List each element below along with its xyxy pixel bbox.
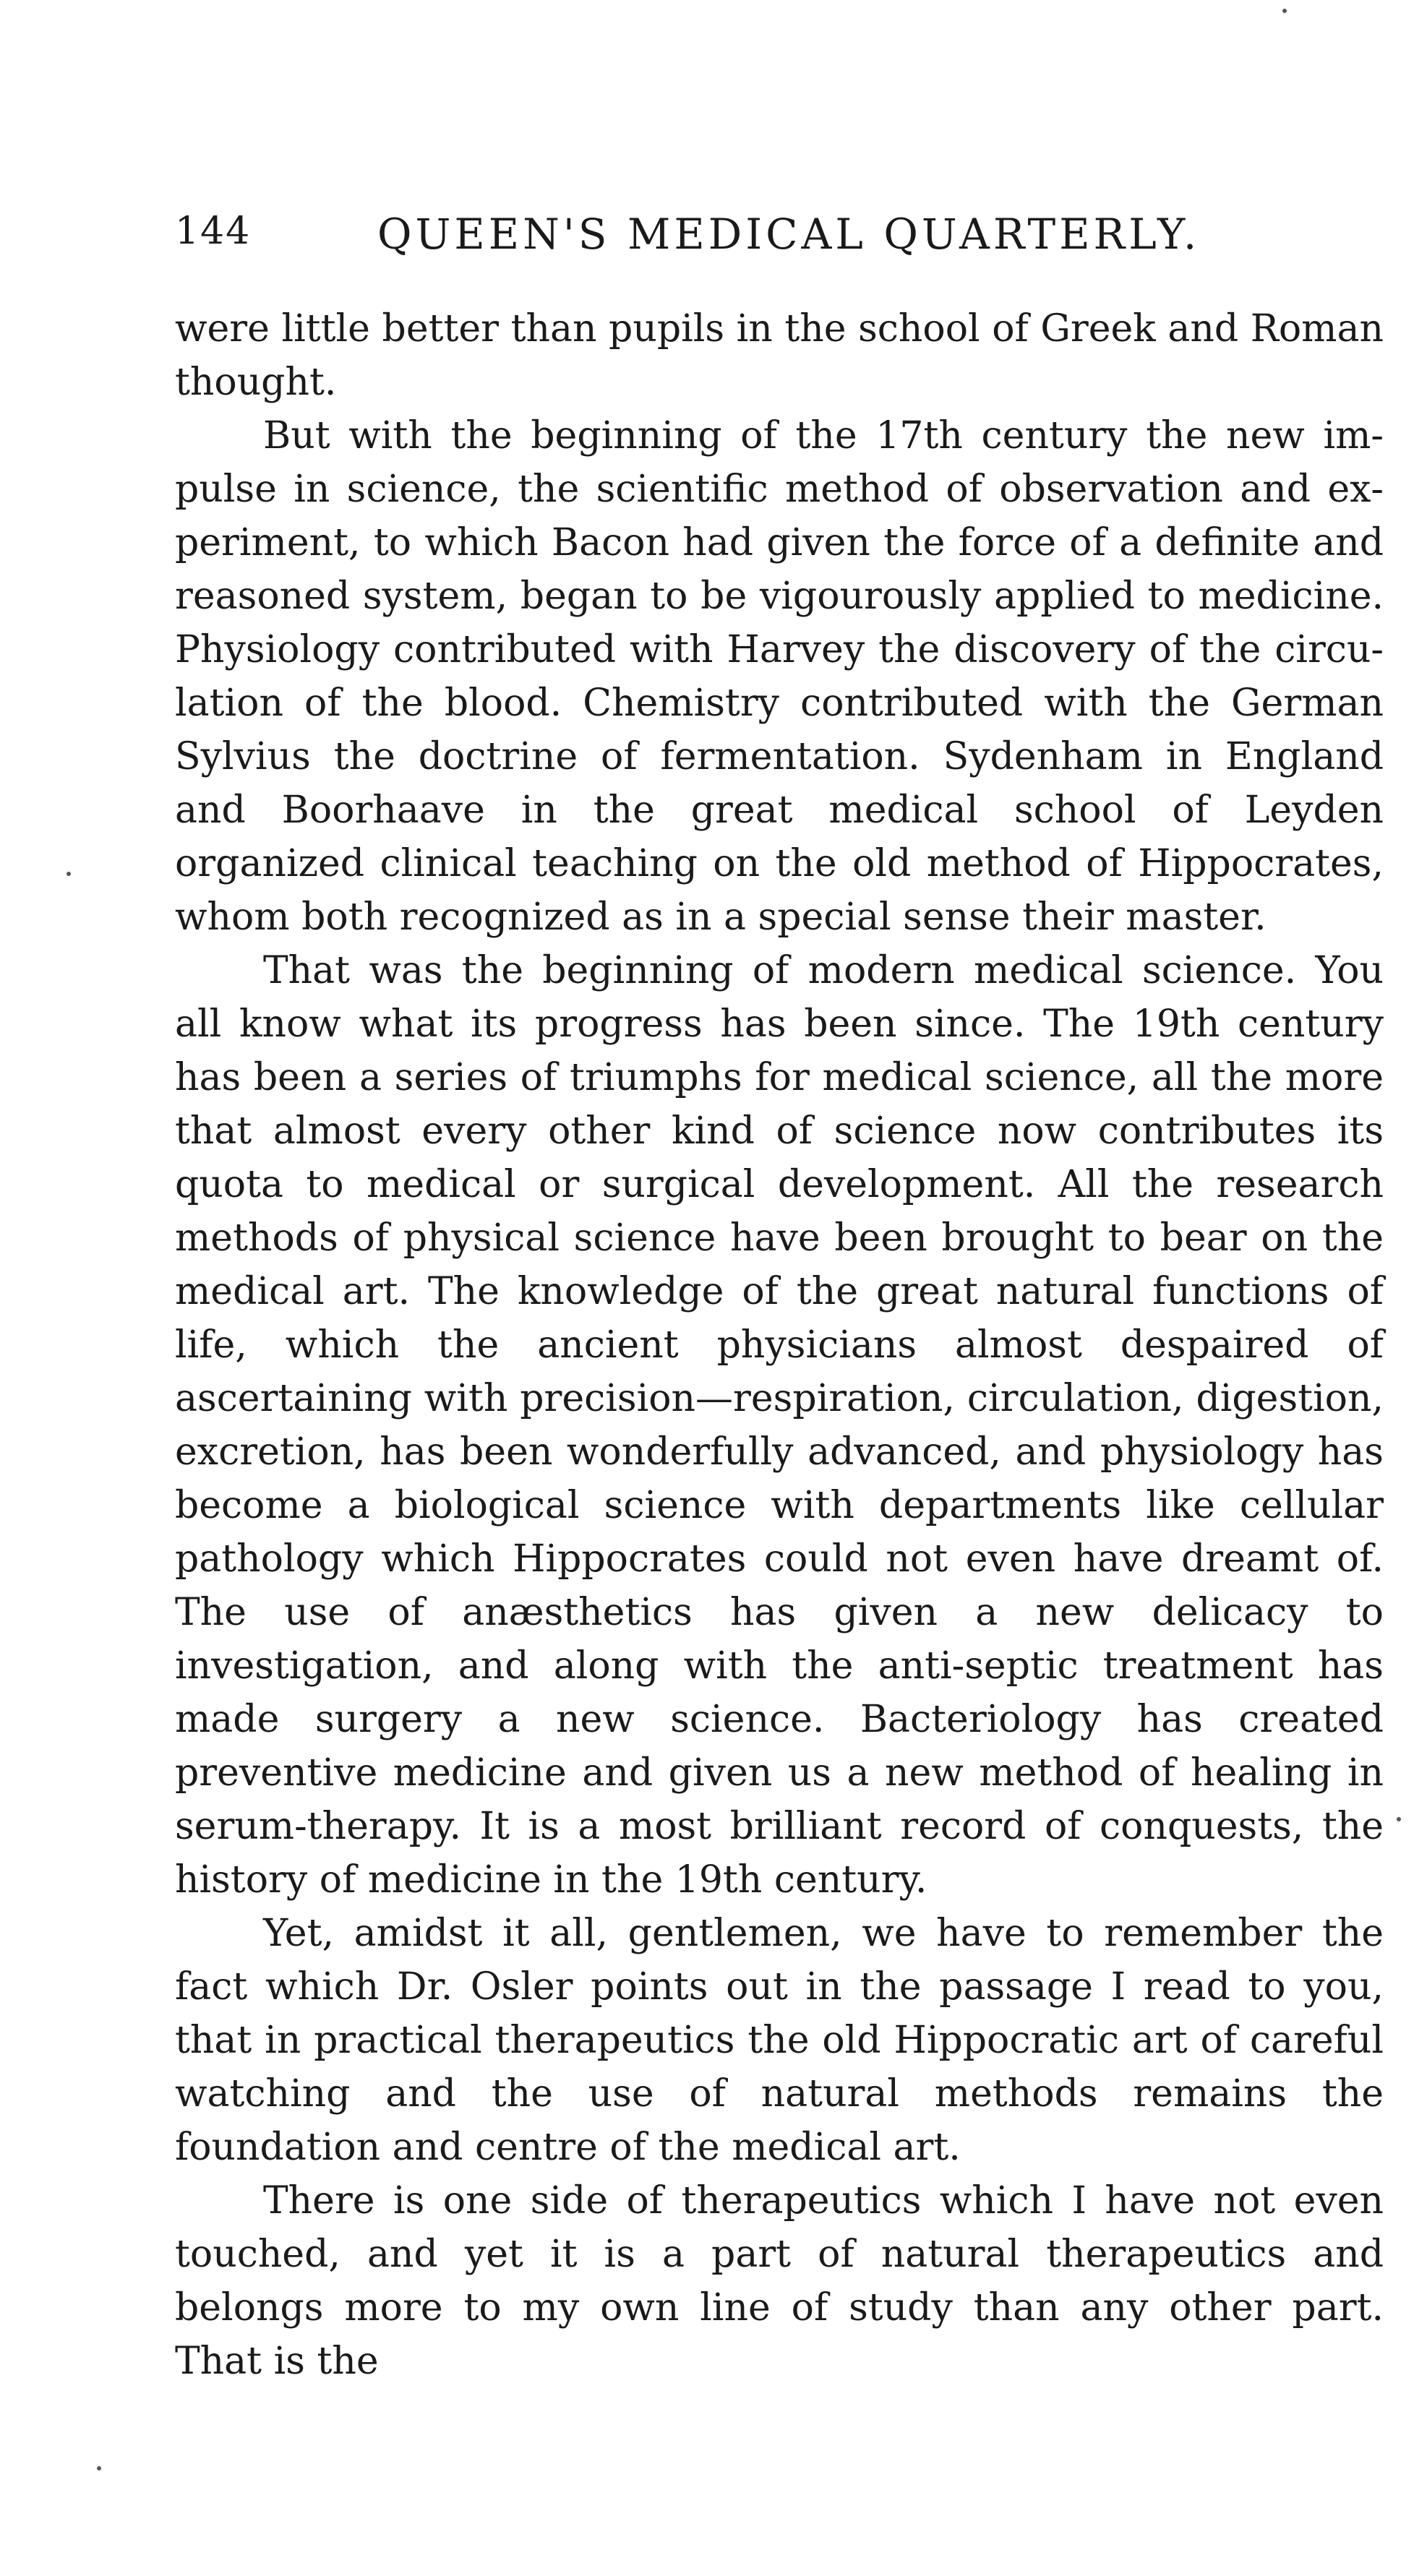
scan-speck xyxy=(1282,9,1287,13)
scan-speck xyxy=(67,872,71,876)
paragraph: Yet, amidst it all, gentlemen, we have to remember the fact which Dr. Osler points out in the passage I read to you, that in practical therapeutics the old Hippocratic art of careful watching and the use of natural methods remains the foundation and centre of the medical art. xyxy=(175,1912,1384,2169)
paragraph-continued: were little better than pupils in the school of Greek and Roman thought. xyxy=(175,307,1384,404)
paragraph: But with the beginning of the 17th century the new impulse in science, the scientific method of observation and experiment, to which Bacon had given the force of a definite and reasoned system, began to be vigourously applied to medicine. Physiology contributed with Harvey the discovery of the circulation of the blood. Chemistry contributed with the German Sylvius the doctrine of fermentation. Sydenham in England and Boorhaave in the great medical school of Leyden organized clinical teaching on the old method of Hippocrates, whom both recognized as in a special sense their master. xyxy=(175,414,1384,939)
page-header xyxy=(175,210,1201,275)
paragraph: There is one side of therapeutics which I have not even touched, and yet it is a part of natural therapeutics and belongs more to my own line of study than any other part. That is the xyxy=(175,2179,1384,2383)
scan-speck xyxy=(1397,1817,1401,1821)
scan-speck xyxy=(97,2466,101,2470)
paragraph: That was the beginning of modern medical science. You all know what its progress has been since. The 19th century has been a series of triumphs for medical science, all the more that almost every other kind of science now contributes its quota to medical or surgical development. All the research methods of physical science have been brought to bear on the medical art. The knowledge of the great natural functions of life, which the ancient physicians almost despaired of ascertaining with precision—respiration, circulation, digestion, excretion, has been wonderfully advanced, and physiology has become a biological science with departments like cellular pathology which Hippocrates could not even have dreamt of. The use of anæsthetics has given a new delicacy to investigation, and along with the anti-septic treatment has made surgery a new science. Bacteriology has created preventive medicine and given us a new method of healing in serum-therapy. It is a most brilliant record of conquests, the history of medicine in the 19th century. xyxy=(175,949,1384,1902)
page-number: 144 xyxy=(175,210,252,253)
body-text xyxy=(175,302,1384,2388)
running-title: QUEEN'S MEDICAL QUARTERLY. xyxy=(377,210,1201,259)
